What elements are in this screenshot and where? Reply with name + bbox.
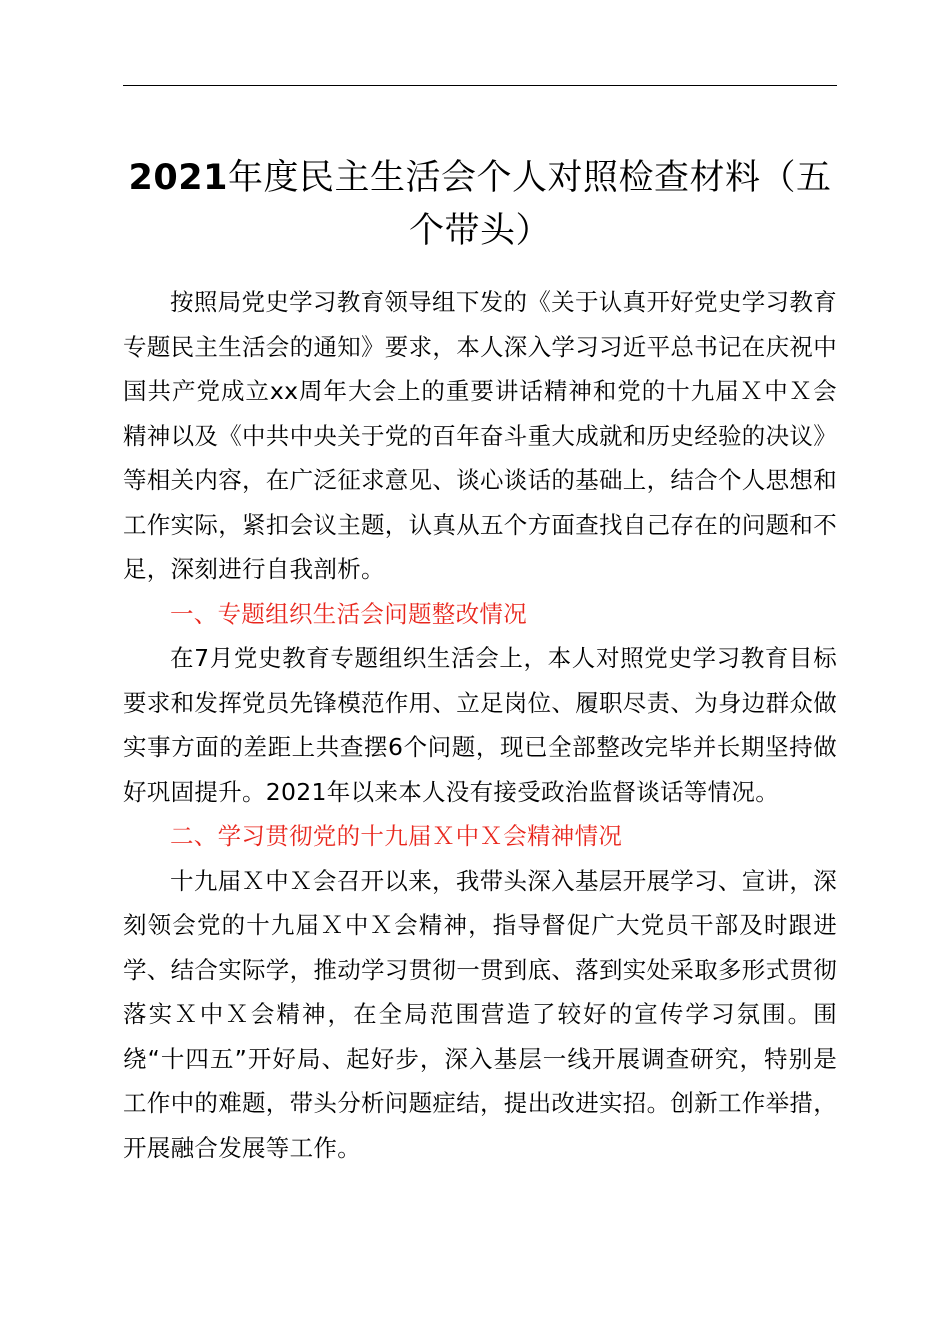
intro-paragraph: 按照局党史学习教育领导组下发的《关于认真开好党史学习教育专题民主生活会的通知》要求，本人深入学习习近平总书记在庆祝中国共产党成立xx周年大会上的重要讲话精神和党的十九届Ｘ中Ｘ会精神以及《中共中央关于党的百年奋斗重大成就和历史经验的决议》等相关内容，在广泛征求意见、谈心谈话的基础上，结合个人思想和工作实际，紧扣会议主题，认真从五个方面查找自己存在的问题和不足，深刻进行自我剖析。 (123, 288, 837, 583)
title-year: 2021 (128, 158, 228, 198)
document-title (123, 152, 837, 258)
section-heading-2: 二、学习贯彻党的十九届Ｘ中Ｘ会精神情况 (170, 822, 623, 850)
title-text: 年度民主生活会个人对照检查材料（五个带头） (227, 158, 832, 251)
header-rule (123, 85, 837, 86)
section-heading-1: 一、专题组织生活会问题整改情况 (170, 599, 527, 628)
document-body (123, 280, 837, 1170)
section-2-paragraph: 十九届Ｘ中Ｘ会召开以来，我带头深入基层开展学习、宣讲，深刻领会党的十九届Ｘ中Ｘ会精神，指导督促广大党员干部及时跟进学、结合实际学，推动学习贯彻一贯到底、落到实处采取多形式贯彻落实Ｘ中Ｘ会精神，在全局范围营造了较好的宣传学习氛围。围绕“十四五”开好局、起好步，深入基层一线开展调查研究，特别是工作中的难题，带头分析问题症结，提出改进实招。创新工作举措，开展融合发展等工作。 (123, 866, 837, 1162)
section-1-paragraph: 在7月党史教育专题组织生活会上，本人对照党史学习教育目标要求和发挥党员先锋模范作用、立足岗位、履职尽责、为身边群众做实事方面的差距上共查摆6个问题，现已全部整改完毕并长期坚持做好巩固提升。2021年以来本人没有接受政治监督谈话等情况。 (123, 644, 837, 806)
